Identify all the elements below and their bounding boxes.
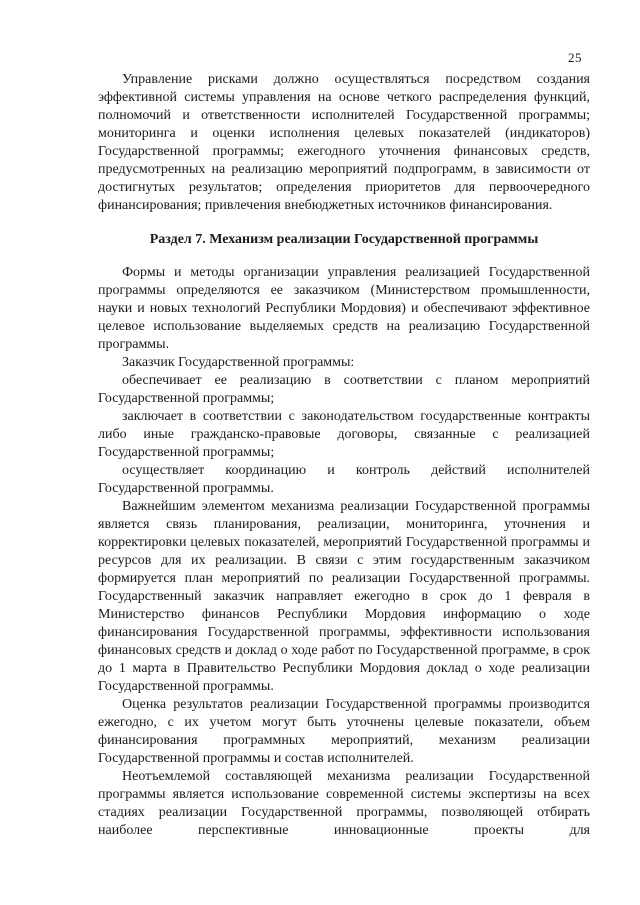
paragraph-key-element: Важнейшим элементом механизма реализации Государственной программы является связь планирования, реализации, мониторинга, уточнения и корректировки целевых показателей, мероприятий Государственной программы и ресурсов для их реализации. В связи с этим государственным заказчиком формируется план мероприятий по реализации Государственной программы. Государственный заказчик направляет ежегодно в срок до 1 февраля в Министерство финансов Республики Мордовия информацию о ходе финансирования Государственной программы, эффективности использования финансовых средств и доклад о ходе работ по Государственной программе, в срок до 1 марта в Правительство Республики Мордовия доклад о ходе реализации Государственной программы. bbox=[98, 499, 590, 694]
document-body bbox=[98, 71, 590, 840]
section-heading: Раздел 7. Механизм реализации Государственной программы bbox=[149, 232, 539, 247]
paragraph-expertise: Неотъемлемой составляющей механизма реализации Государственной программы является использование современной системы экспертизы на всех стадиях реализации Государственной программы, позволяющей отбирать наиболее перспективные инновационные проекты для bbox=[98, 769, 590, 838]
paragraph-customer-duty-1: обеспечивает ее реализацию в соответствии с планом мероприятий Государственной программы; bbox=[98, 373, 590, 406]
spacer bbox=[98, 249, 590, 264]
paragraph-evaluation: Оценка результатов реализации Государственной программы производится ежегодно, с их учетом могут быть уточнены целевые показатели, объем финансирования программных мероприятий, механизм реализации Государственной программы и состав исполнителей. bbox=[98, 697, 590, 766]
paragraph-customer-duty-3: осуществляет координацию и контроль действий исполнителей Государственной программы. bbox=[98, 463, 590, 496]
intro-paragraph: Управление рисками должно осуществляться посредством создания эффективной системы управления на основе четкого распределения функций, полномочий и ответственности исполнителей Государственной программы; мониторинга и оценки исполнения целевых показателей (индикаторов) Государственной программы; ежегодного уточнения финансовых средств, предусмотренных на реализацию мероприятий подпрограмм, в зависимости от достигнутых результатов; определения приоритетов для первоочередного финансирования; привлечения внебюджетных источников финансирования. bbox=[98, 72, 590, 213]
page-number: 25 bbox=[568, 50, 582, 65]
paragraph-customer-duty-2: заключает в соответствии с законодательством государственные контракты либо иные гражданско-правовые договоры, связанные с реализацией Государственной программы; bbox=[98, 409, 590, 460]
paragraph-forms-methods: Формы и методы организации управления реализацией Государственной программы определяются ее заказчиком (Министерством промышленности, науки и новых технологий Республики Мордовия) и обеспечивают эффективное целевое использование выделяемых средств на реализацию Государственной программы. bbox=[98, 265, 590, 352]
paragraph-customer-intro: Заказчик Государственной программы: bbox=[122, 355, 355, 370]
spacer bbox=[98, 215, 590, 231]
